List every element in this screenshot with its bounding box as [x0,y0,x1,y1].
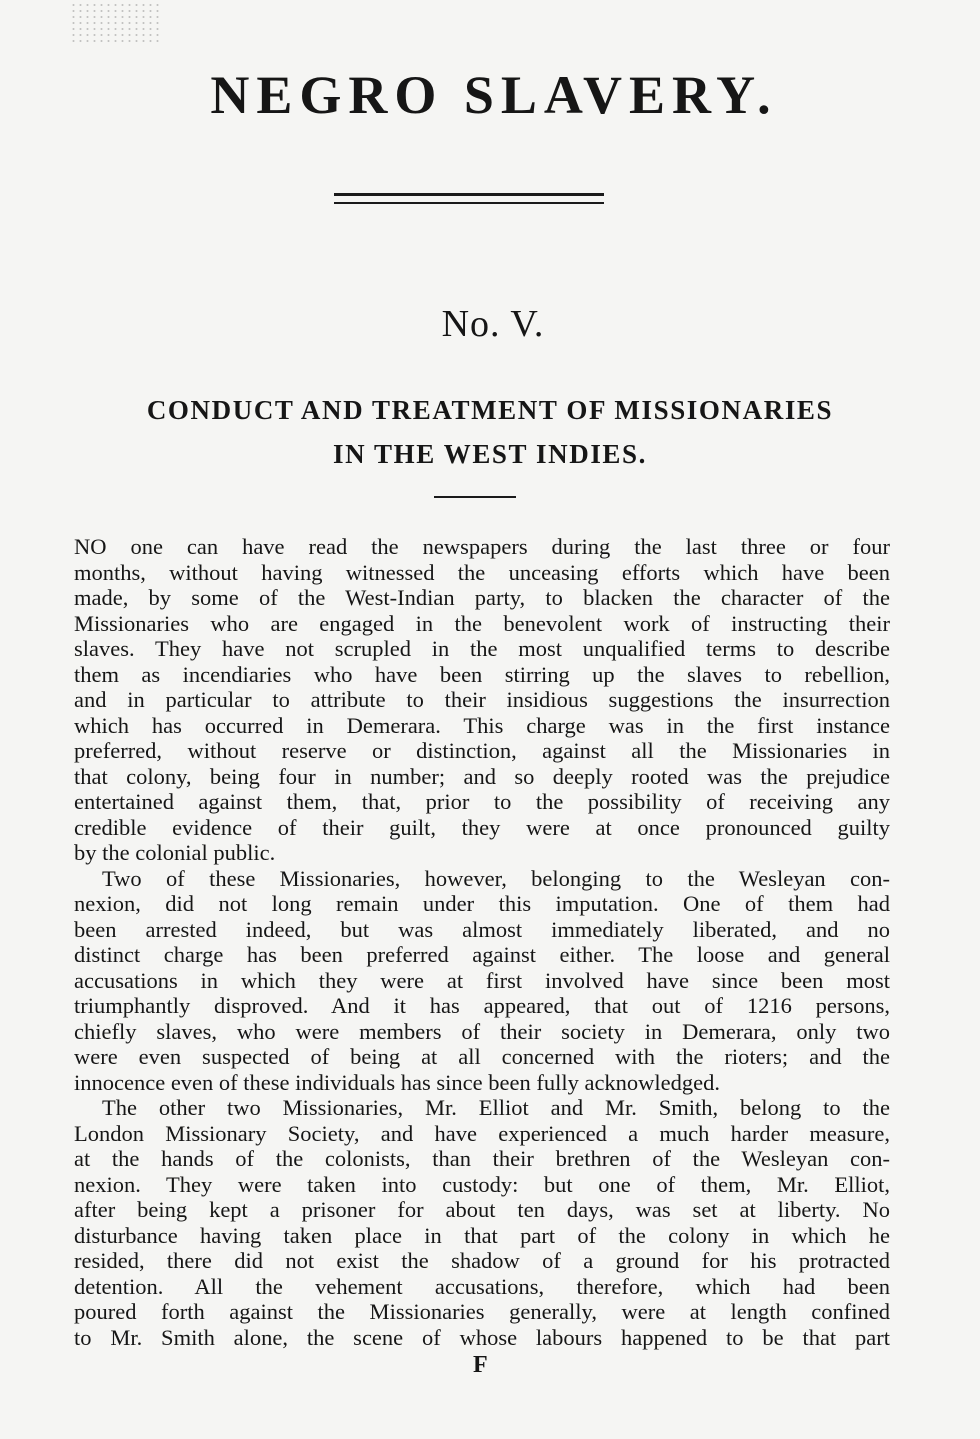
text-line: London Missionary Society, and have experienced a much harder measure, [74,1120,890,1146]
text-line: nexion, did not long remain under this imputation. One of them had [74,891,890,916]
text-line: and in particular to attribute to their insidious suggestions the insurrection [74,687,890,712]
text-line: chiefly slaves, who were members of their society in Demerara, only two [74,1018,890,1044]
subtitle-line-2: IN THE WEST INDIES. [332,439,648,469]
text-line: distinct charge has been preferred against either. The loose and general [74,942,890,967]
issue-number: No. V. [441,303,545,345]
text-line: Two of these Missionaries, however, belonging to the Wesleyan con- [102,865,890,891]
text-line: after being kept a prisoner for about ten days, was set at liberty. No [74,1197,890,1222]
text-line: triumphantly disproved. And it has appeared, that out of 1216 persons, [74,993,890,1018]
text-line: were even suspected of being at all concerned with the rioters; and the [74,1044,890,1069]
text-line: been arrested indeed, but was almost immediately liberated, and no [74,916,890,942]
text-line: entertained against them, that, prior to the possibility of receiving any [74,789,890,814]
text-line: to Mr. Smith alone, the scene of whose labours happened to be that part [74,1324,890,1350]
text-line: Missionaries who are engaged in the benevolent work of instructing their [74,610,890,636]
section-rule [434,496,516,498]
text-line: credible evidence of their guilt, they were at once pronounced guilty [74,814,890,840]
text-line: preferred, without reserve or distinction, against all the Missionaries in [74,738,890,763]
signature-mark: F [473,1352,488,1378]
text-line: NO one can have read the newspapers during the last three or four [74,534,890,559]
text-line: which has occurred in Demerara. This charge was in the first instance [74,712,890,738]
section-subtitle [0,388,980,476]
text-line: accusations in which they were at first involved have since been most [74,967,890,993]
text-line: at the hands of the colonists, than their brethren of the Wesleyan con- [74,1146,890,1171]
subtitle-line-1: CONDUCT AND TREATMENT OF MISSIONARIES [146,395,834,425]
page-title: NEGRO SLAVERY. [210,65,778,125]
text-line: detention. All the vehement accusations, therefore, which had been [74,1273,890,1299]
body-text [74,534,890,1350]
text-line: resided, there did not exist the shadow of a ground for his protracted [74,1248,890,1273]
title-double-rule [334,193,604,204]
text-line: slaves. They have not scrupled in the most unqualified terms to describe [74,636,890,661]
paper-blemish [70,2,160,42]
text-line: disturbance having taken place in that part of the colony in which he [74,1222,890,1248]
text-line: innocence even of these individuals has since been fully acknowledged. [74,1069,721,1095]
text-line: by the colonial public. [74,840,276,865]
text-line: months, without having witnessed the unceasing efforts which have been [74,559,890,585]
text-line: poured forth against the Missionaries generally, were at length confined [74,1299,890,1324]
text-line: that colony, being four in number; and so deeply rooted was the prejudice [74,763,890,789]
text-line: them as incendiaries who have been stirring up the slaves to rebellion, [74,661,890,687]
text-line: The other two Missionaries, Mr. Elliot and Mr. Smith, belong to the [102,1095,890,1120]
text-line: made, by some of the West-Indian party, to blacken the character of the [74,585,890,610]
text-line: nexion. They were taken into custody: but one of them, Mr. Elliot, [74,1171,890,1197]
